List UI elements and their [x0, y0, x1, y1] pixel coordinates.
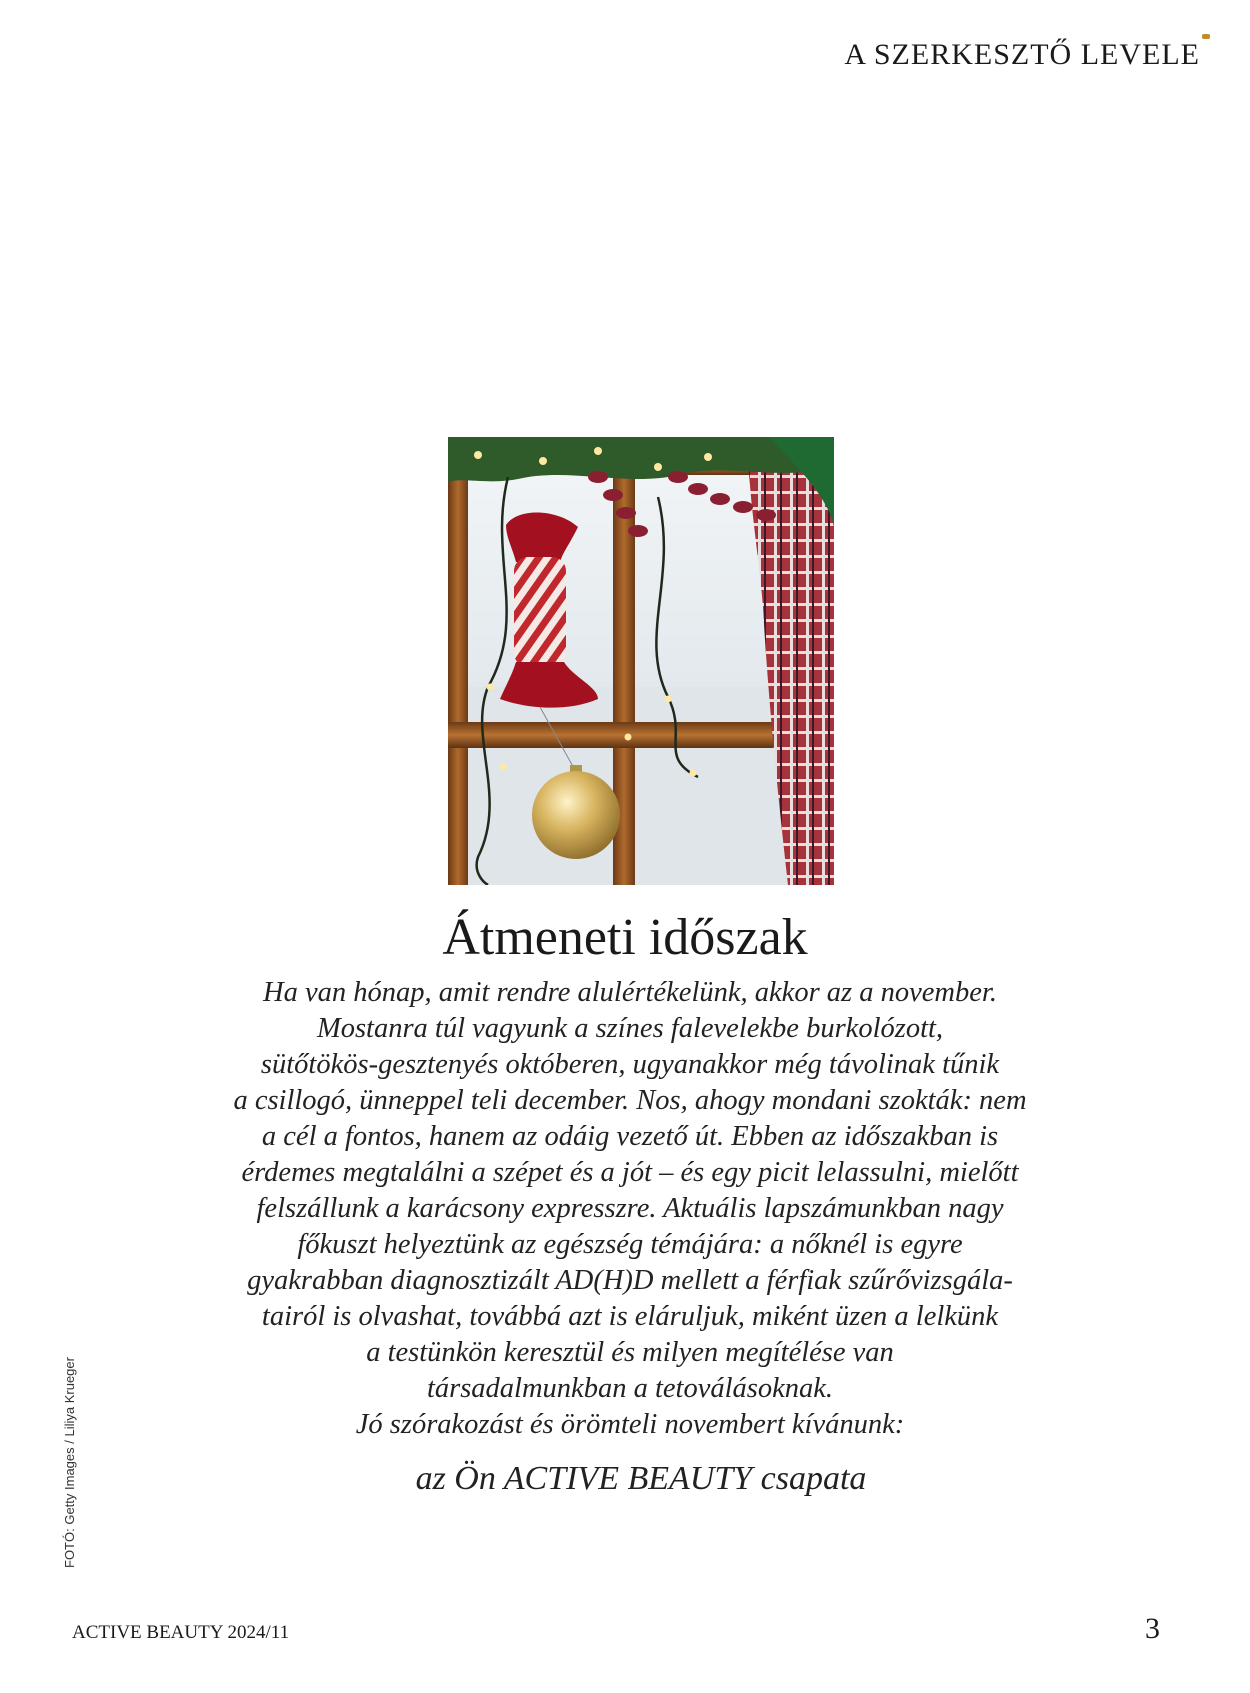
- photo-illustration: [448, 437, 834, 885]
- section-label: A SZERKESZTŐ LEVELE: [844, 38, 1200, 71]
- article-title: Átmeneti időszak: [442, 909, 808, 966]
- body-line: Mostanra túl vagyunk a színes falevelekbe burkolózott,: [316, 1013, 944, 1044]
- body-line: érdemes megtalálni a szépet és a jót – és egy picit lelassulni, mielőtt: [241, 1157, 1019, 1188]
- body-line: Jó szórakozást és örömteli novembert kívánunk:: [355, 1409, 905, 1440]
- article-signature: az Ön ACTIVE BEAUTY csapata: [415, 1460, 867, 1497]
- body-line: Ha van hónap, amit rendre alulértékelünk, akkor az a november.: [263, 977, 997, 1008]
- body-line: társadalmunkban a tetoválásoknak.: [426, 1373, 834, 1404]
- page-number: 3: [1145, 1612, 1160, 1645]
- body-line: a testünkön keresztül és milyen megítélése van: [366, 1337, 894, 1368]
- photo-credit: FOTÓ: Getty Images / Liliya Krueger: [62, 1357, 77, 1568]
- body-line: a csillogó, ünneppel teli december. Nos, ahogy mondani szokták: nem: [233, 1085, 1027, 1116]
- footer-publication: ACTIVE BEAUTY 2024/11: [72, 1622, 290, 1643]
- body-line: főkuszt helyeztünk az egészség témájára: a nőknél is egyre: [297, 1229, 963, 1260]
- body-line: tairól is olvashat, továbbá azt is eláruljuk, miként üzen a lelkünk: [261, 1301, 999, 1332]
- article-body: [170, 975, 1090, 1443]
- body-line: a cél a fontos, hanem az odáig vezető út. Ebben az időszakban is: [261, 1121, 999, 1152]
- body-line: gyakrabban diagnosztizált AD(H)D mellett a férfiak szűrővizsgála-: [247, 1265, 1013, 1296]
- corner-color-mark: [1202, 34, 1210, 39]
- christmas-window-photo: [448, 437, 834, 885]
- body-line: sütőtökös-gesztenyés októberen, ugyanakkor még távolinak tűnik: [260, 1049, 1000, 1080]
- body-line: felszállunk a karácsony expresszre. Aktuális lapszámunkban nagy: [256, 1193, 1004, 1224]
